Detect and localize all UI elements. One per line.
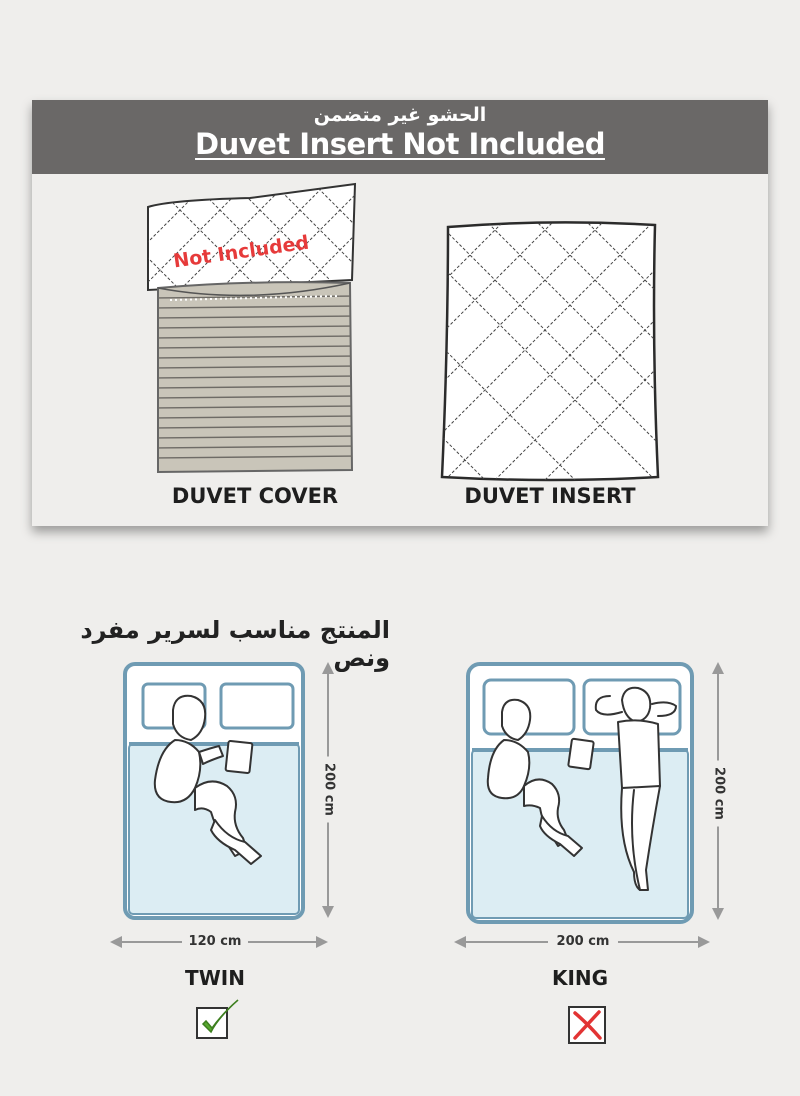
twin-width-label: 120 cm [182, 934, 248, 949]
king-length-label: 200 cm [712, 761, 727, 827]
red-x-icon [566, 1004, 612, 1046]
king-bed-illustration [462, 660, 698, 928]
banner-english-title: Duvet Insert Not Included [195, 127, 605, 161]
twin-bed-illustration [115, 660, 315, 925]
duvet-insert-illustration [430, 215, 670, 485]
king-label: KING [551, 966, 609, 990]
banner-arabic-title: الحشو غير متضمن [313, 104, 487, 126]
twin-length-label: 200 cm [322, 757, 337, 823]
duvet-insert-label: DUVET INSERT [464, 484, 636, 508]
not-included-stamp: Not Included [171, 231, 311, 273]
duvet-cover-label: DUVET COVER [171, 484, 339, 508]
duvet-cover-illustration [130, 180, 380, 480]
green-checkmark-icon [194, 996, 242, 1044]
twin-label: TWIN [185, 966, 245, 990]
king-width-label: 200 cm [548, 934, 618, 949]
suitability-heading: المنتج مناسب لسرير مفرد ونص [80, 616, 390, 672]
